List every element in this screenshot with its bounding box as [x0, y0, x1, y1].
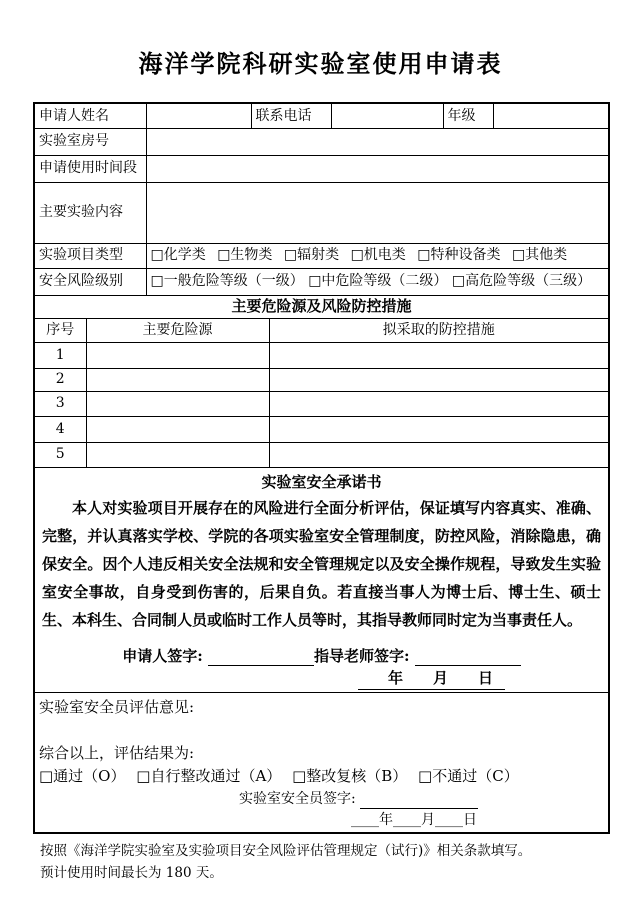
experiment-content-label: 主要实验内容: [34, 182, 146, 243]
commitment-title: 实验室安全承诺书: [261, 472, 382, 491]
project-type-checkbox-biological[interactable]: □生物类: [217, 247, 273, 264]
risk-level-checkbox-general[interactable]: □一般危险等级（一级）: [150, 273, 304, 290]
project-type-options-cell: [146, 243, 609, 268]
hazard-source-input-3[interactable]: [86, 391, 269, 416]
assessment-summary-label: 综合以上，评估结果为:: [39, 743, 195, 762]
hazard-section-title: 主要危险源及风险防控措施: [34, 295, 609, 318]
assessment-result-options: [39, 766, 608, 786]
hazard-source-input-2[interactable]: [86, 368, 269, 391]
applicant-name-input-cell[interactable]: [146, 103, 251, 128]
footer-notes: [40, 840, 641, 884]
project-type-checkbox-other[interactable]: □其他类: [511, 247, 568, 264]
grade-input-cell[interactable]: [493, 103, 609, 128]
result-checkbox-pass[interactable]: □通过（O）: [39, 766, 126, 785]
commitment-section: [34, 467, 609, 692]
result-checkbox-fail[interactable]: □不通过（C）: [418, 766, 519, 785]
commitment-date-line: [35, 669, 608, 689]
hazard-row-index: 3: [34, 391, 86, 416]
risk-level-checkbox-medium[interactable]: □中危险等级（二级）: [308, 273, 448, 290]
phone-input-cell[interactable]: [331, 103, 443, 128]
project-type-checkbox-electromechanical[interactable]: □机电类: [350, 247, 406, 264]
risk-level-label: 安全风险级别: [34, 268, 146, 295]
hazard-header-index: 序号: [34, 318, 86, 342]
applicant-sign-label: 申请人签字:: [122, 646, 203, 665]
experiment-content-input-cell[interactable]: [146, 182, 609, 243]
hazard-source-input-5[interactable]: [86, 442, 269, 467]
footer-note-1: 按照《海洋学院实验室及实验项目安全风险评估管理规定（试行)》相关条款填写。: [40, 843, 532, 859]
commitment-signature-line: [35, 647, 608, 667]
risk-level-options-cell: [146, 268, 609, 295]
risk-level-checkbox-high[interactable]: □高危险等级（三级）: [451, 273, 592, 290]
project-type-checkbox-radiation[interactable]: □辐射类: [283, 247, 340, 264]
project-type-checkbox-special-equipment[interactable]: □特种设备类: [417, 247, 501, 264]
officer-sign-label: 实验室安全员签字:: [239, 790, 356, 807]
commitment-date-field[interactable]: 年 月 日: [358, 669, 505, 690]
result-checkbox-self-rectify-pass[interactable]: □自行整改通过（A）: [136, 766, 282, 785]
assessment-section: [34, 692, 609, 833]
hazard-row-index: 1: [34, 342, 86, 368]
hazard-header-source: 主要危险源: [86, 318, 269, 342]
phone-label: 联系电话: [251, 103, 331, 128]
grade-label: 年级: [443, 103, 493, 128]
officer-signature-line: [239, 789, 608, 809]
commitment-body: 本人对实验项目开展存在的风险进行全面分析评估，保证填写内容真实、准确、完整，并认真落实学校、学院的各项实验室安全管理制度，防控风险，消除隐患，确保安全。因个人违反相关安全法规和安全管理规定以及安全操作规程，导致发生实验室安全事故，自身受到伤害的，后果自负。若直接当事人为博士后、博士生、硕士生、本科生、合同制人员或临时工作人员等时，其指导教师同时定为当事责任人。: [42, 498, 601, 629]
page-title: 海洋学院科研实验室使用申请表: [138, 49, 503, 78]
hazard-row-index: 2: [34, 368, 86, 391]
hazard-measure-input-4[interactable]: [269, 416, 609, 442]
assessment-opinion-label: 实验室安全员评估意见:: [39, 697, 195, 716]
hazard-source-input-1[interactable]: [86, 342, 269, 368]
lab-room-label: 实验室房号: [34, 128, 146, 155]
advisor-signature-field[interactable]: [415, 650, 521, 666]
lab-room-input-cell[interactable]: [146, 128, 609, 155]
hazard-source-input-4[interactable]: [86, 416, 269, 442]
assessment-date-field[interactable]: ____年____月____日: [351, 811, 477, 828]
hazard-measure-input-5[interactable]: [269, 442, 609, 467]
project-type-label: 实验项目类型: [34, 243, 146, 268]
hazard-row-index: 4: [34, 416, 86, 442]
hazard-measure-input-3[interactable]: [269, 391, 609, 416]
advisor-sign-label: 指导老师签字:: [314, 646, 410, 665]
applicant-name-label: 申请人姓名: [34, 103, 146, 128]
application-form-table: [33, 102, 610, 834]
footer-note-2: 预计使用时间最长为 180 天。: [40, 865, 223, 881]
hazard-measure-input-1[interactable]: [269, 342, 609, 368]
time-period-input-cell[interactable]: [146, 155, 609, 182]
hazard-header-measure: 拟采取的防控措施: [269, 318, 609, 342]
officer-signature-field[interactable]: [360, 793, 478, 809]
project-type-checkbox-chemical[interactable]: □化学类: [150, 247, 206, 264]
assessment-date-line: [39, 810, 608, 830]
hazard-measure-input-2[interactable]: [269, 368, 609, 391]
time-period-label: 申请使用时间段: [34, 155, 146, 182]
hazard-row-index: 5: [34, 442, 86, 467]
applicant-signature-field[interactable]: [208, 650, 314, 666]
result-checkbox-rectify-review[interactable]: □整改复核（B）: [292, 766, 408, 785]
